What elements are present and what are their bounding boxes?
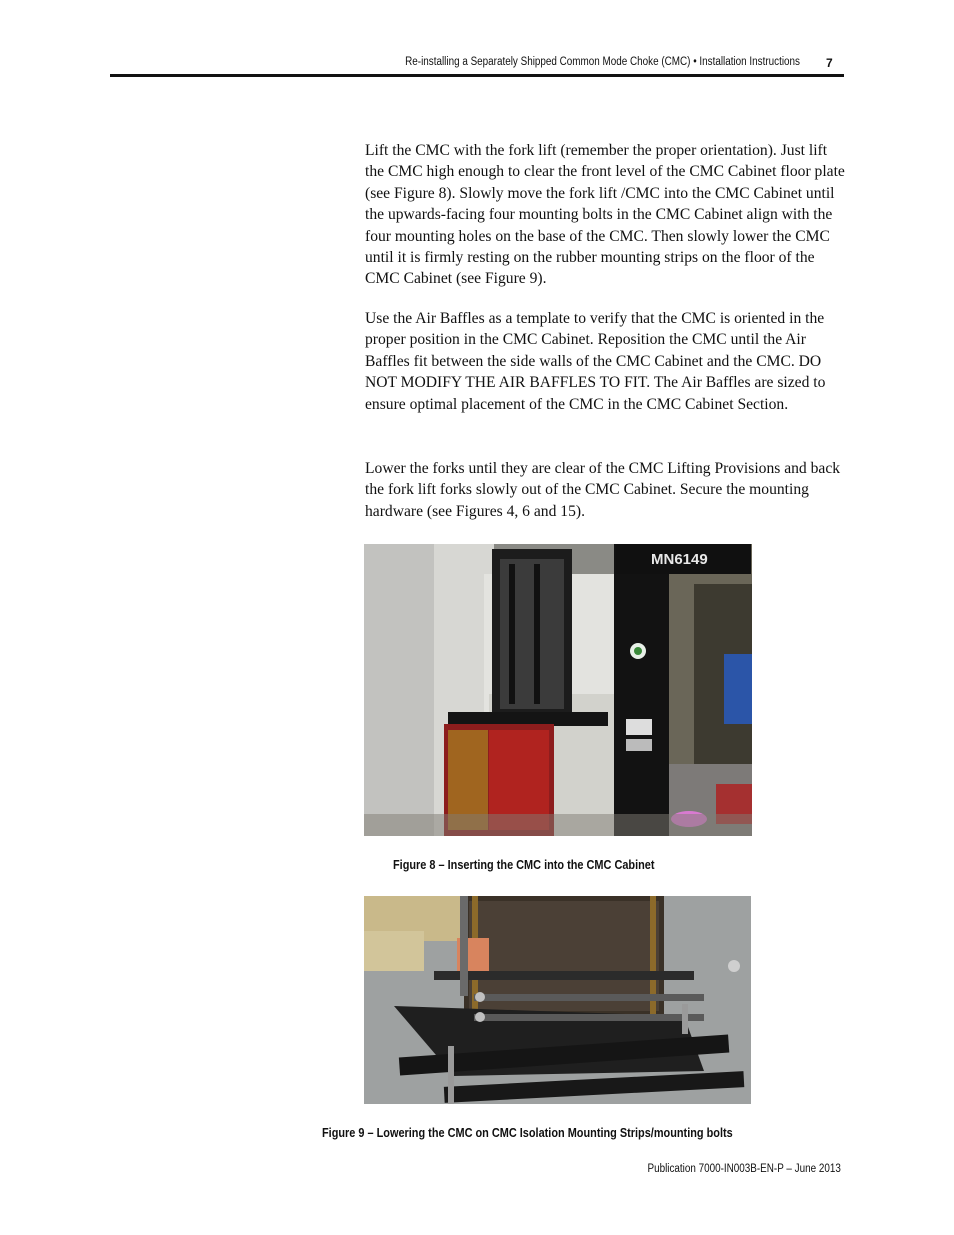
forklift-id-label: MN6149 — [651, 551, 708, 568]
body-paragraph: Lower the forks until they are clear of the CMC Lifting Provisions and back the fork lift forks slowly out of the CMC Cabinet. Secure the mounting hardware (see Figures 4, 6 and 15). — [365, 460, 841, 520]
body-paragraph: Use the Air Baffles as a template to verify that the CMC is oriented in the proper position in the CMC Cabinet. Reposition the CMC until the Air Baffles fit between the side walls of the CMC Cabinet and the CMC. DO NOT MODIFY THE AIR BAFFLES TO FIT. The Air Baffles are sized to ensure optimal placement of the CMC in the CMC Cabinet Section. — [365, 310, 826, 413]
figure-9-caption: Figure 9 – Lowering the CMC on CMC Isolation Mounting Strips/mounting bolts — [322, 1125, 733, 1140]
publication-footer: Publication 7000-IN003B-EN-P – June 2013 — [647, 1163, 841, 1175]
figure-8-photo — [364, 544, 752, 836]
page-number: 7 — [826, 56, 833, 70]
running-header-title: Re-installing a Separately Shipped Common Mode Choke (CMC) • Installation Instructions — [405, 56, 800, 68]
header-rule — [110, 74, 844, 77]
figure-9-photo — [364, 896, 751, 1104]
body-paragraph: Lift the CMC with the fork lift (remember the proper orientation). Just lift the CMC high enough to clear the front level of the CMC Cabinet floor plate (see Figure 8). Slowly move the fork lift /CMC into the CMC Cabinet until the upwards-facing four mounting bolts in the CMC Cabinet align with the four mounting holes on the base of the CMC. Then slowly lower the CMC until it is firmly resting on the rubber mounting strips on the floor of the CMC Cabinet (see Figure 9). — [365, 142, 845, 288]
figure-8-caption: Figure 8 – Inserting the CMC into the CMC Cabinet — [393, 857, 655, 872]
